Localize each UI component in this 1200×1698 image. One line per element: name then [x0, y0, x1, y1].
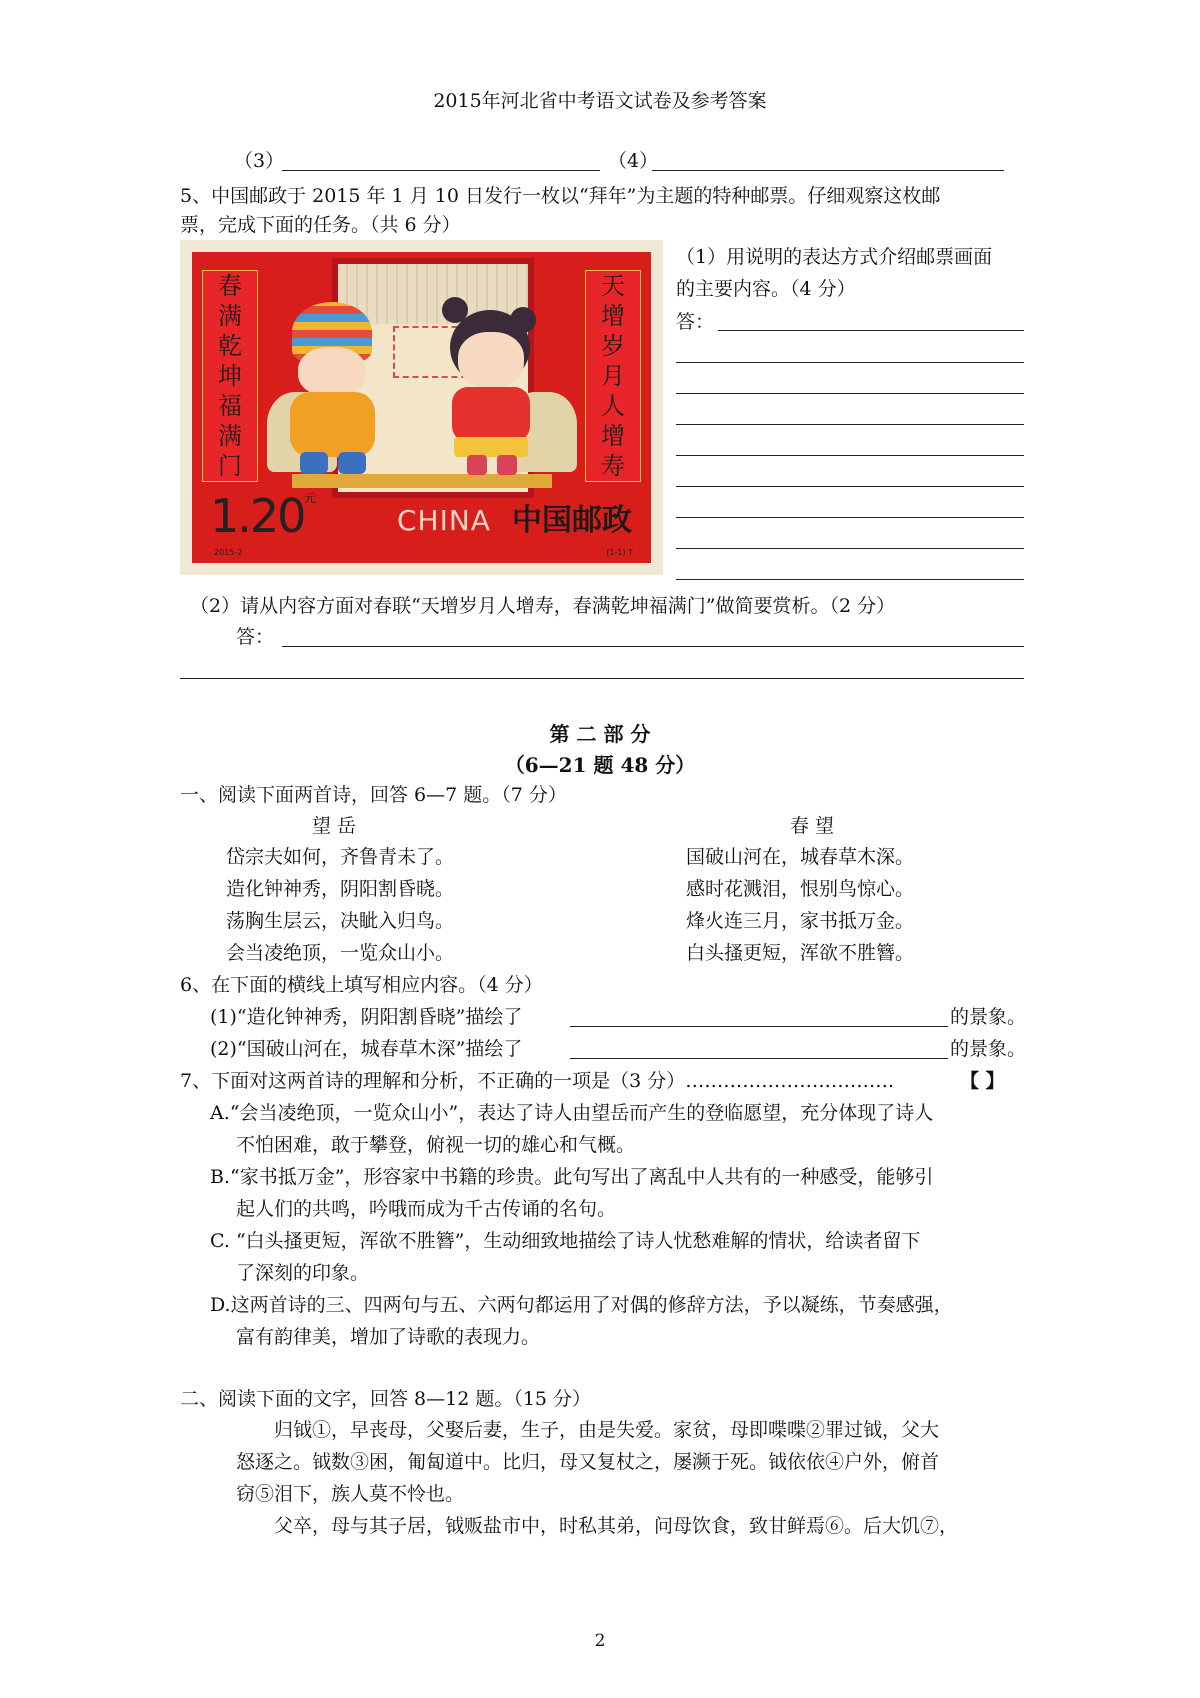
answer-line[interactable] — [718, 330, 1024, 331]
stamp-image — [180, 240, 663, 575]
q5-stem-line2: 票，完成下面的任务。（共 6 分） — [180, 214, 461, 236]
answer-line[interactable] — [676, 362, 1024, 363]
answer-line[interactable] — [676, 548, 1024, 549]
poem1-line: 岱宗夫如何，齐鲁青未了。 — [226, 846, 455, 868]
stamp-code: 2015-2 — [214, 548, 243, 557]
poem2-line: 感时花溅泪，恨别鸟惊心。 — [686, 878, 915, 900]
q7-option-b-cont: 起人们的共鸣，吟哦而成为千古传诵的名句。 — [236, 1198, 617, 1220]
q6-item1-suffix: 的景象。 — [950, 1006, 1027, 1028]
q7-option-b: B.“家书抵万金”，形容家中书籍的珍贵。此句写出了离乱中人共有的一种感受，能够引 — [210, 1166, 934, 1188]
answer-line[interactable] — [676, 517, 1024, 518]
answer-line[interactable] — [676, 424, 1024, 425]
blank-label-4: （4） — [608, 150, 659, 172]
poem2-line: 白头搔更短，浑欲不胜簪。 — [686, 942, 915, 964]
q6-blank-1[interactable] — [570, 1026, 948, 1027]
answer-line[interactable] — [676, 393, 1024, 394]
q7-option-a: A.“会当凌绝顶，一览众山小”，表达了诗人由望岳而产生的登临愿望，充分体现了诗人 — [210, 1102, 934, 1124]
passage-line: 父卒，母与其子居，钺贩盐市中，时私其弟，问母饮食，致甘鲜焉⑥。后大饥⑦， — [274, 1515, 959, 1537]
poem2-line: 国破山河在，城春草木深。 — [686, 846, 915, 868]
q6-stem: 6、在下面的横线上填写相应内容。（4 分） — [180, 974, 543, 996]
answer-line[interactable] — [676, 486, 1024, 487]
page-title: 2015年河北省中考语文试卷及参考答案 — [433, 90, 767, 112]
passage-line: 窃⑤泪下，族人莫不怜也。 — [236, 1483, 465, 1505]
stamp-china-text: CHINA — [397, 504, 491, 537]
part2-subtitle: （6—21 题 48 分） — [504, 753, 696, 777]
poem2-title: 春 望 — [790, 815, 835, 837]
stamp-price: $1.20^元$ — [210, 489, 317, 543]
poem2-line: 烽火连三月，家书抵万金。 — [686, 910, 915, 932]
poem1-line: 造化钟神秀，阴阳割昏晓。 — [226, 878, 455, 900]
poem1-title: 望 岳 — [312, 815, 357, 837]
stamp-post-text: 中国邮政 — [512, 503, 632, 538]
page-number: 2 — [594, 1631, 606, 1651]
q7-option-d-cont: 富有韵律美，增加了诗歌的表现力。 — [236, 1326, 541, 1348]
q7-stem: 7、下面对这两首诗的理解和分析，不正确的一项是（3 分）…………………………… — [180, 1070, 895, 1092]
q7-option-c: C. “白头搔更短，浑欲不胜簪”，生动细致地描绘了诗人忧愁难解的情状，给读者留下 — [210, 1230, 921, 1252]
q6-item1: (1)“造化钟神秀，阴阳割昏晓”描绘了 — [210, 1006, 523, 1028]
answer-line[interactable] — [282, 646, 1024, 647]
stamp-serial: (1-1) T — [606, 548, 633, 557]
poem1-line: 会当凌绝顶，一览众山小。 — [226, 942, 455, 964]
q7-answer-bracket[interactable]: 【 】 — [960, 1070, 1005, 1092]
answer-line-3[interactable] — [282, 170, 600, 171]
q5-stem-line1: 5、中国邮政于 2015 年 1 月 10 日发行一枚以“拜年”为主题的特种邮票。仔细观察这枚邮 — [180, 185, 941, 207]
answer-line-4[interactable] — [652, 170, 1004, 171]
q5-task2: （2）请从内容方面对春联“天增岁月人增寿，春满乾坤福满门”做简要赏析。（2 分） — [190, 595, 896, 617]
q5-task2-answer-label: 答： — [236, 626, 275, 648]
q7-option-c-cont: 了深刻的印象。 — [236, 1262, 370, 1284]
q6-item2-suffix: 的景象。 — [950, 1038, 1027, 1060]
passage-line: 怒逐之。钺数③困，匍匐道中。比归，母又复杖之，屡濒于死。钺依依④户外，俯首 — [236, 1451, 940, 1473]
q7-option-d: D.这两首诗的三、四两句与五、六两句都运用了对偶的修辞方法，予以凝练，节奏感强， — [210, 1294, 953, 1316]
q7-option-a-cont: 不怕困难，敢于攀登，俯视一切的雄心和气概。 — [236, 1134, 636, 1156]
q5-task1-line2: 的主要内容。（4 分） — [676, 278, 856, 300]
q5-answer-label: 答： — [676, 311, 715, 333]
blank-label-3: （3） — [234, 150, 285, 172]
part2-title: 第 二 部 分 — [549, 722, 651, 746]
left-couplet: 春 满 乾 坤 福 满 门 — [202, 270, 258, 482]
answer-line[interactable] — [676, 455, 1024, 456]
sec1-heading: 一、阅读下面两首诗，回答 6—7 题。（7 分） — [180, 784, 567, 806]
stamp-background — [192, 252, 651, 563]
answer-line[interactable] — [676, 579, 1024, 580]
answer-line[interactable] — [180, 678, 1024, 679]
q6-item2: (2)“国破山河在，城春草木深”描绘了 — [210, 1038, 523, 1060]
right-couplet: 天 增 岁 月 人 增 寿 — [585, 270, 641, 482]
doorstep — [292, 474, 552, 488]
sec2-heading: 二、阅读下面的文字，回答 8—12 题。（15 分） — [180, 1388, 592, 1410]
poem1-line: 荡胸生层云，决眦入归鸟。 — [226, 910, 455, 932]
q5-task1-line1: （1）用说明的表达方式介绍邮票画面 — [676, 246, 993, 268]
q6-blank-2[interactable] — [570, 1058, 948, 1059]
passage-line: 归钺①，早丧母，父娶后妻，生子，由是失爱。家贫，母即喋喋②罪过钺，父大 — [274, 1419, 940, 1441]
